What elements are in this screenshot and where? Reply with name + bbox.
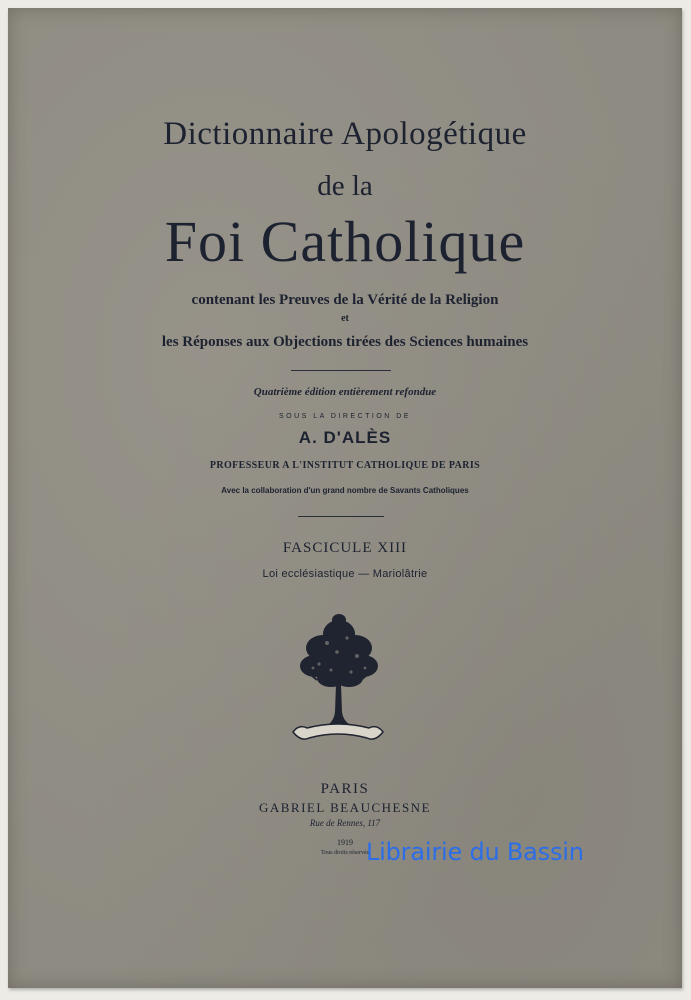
- direction-label: SOUS LA DIRECTION DE: [278, 413, 412, 420]
- main-title: Foi Catholique: [164, 209, 526, 274]
- fascicule-number: FASCICULE XIII: [282, 540, 408, 556]
- author-title: PROFESSEUR A L'INSTITUT CATHOLIQUE DE PARIS: [209, 460, 481, 471]
- tree-emblem-icon: [287, 608, 389, 758]
- subtitle-line-2: les Réponses aux Objections tirées des Sciences humaines: [161, 334, 529, 350]
- subtitle-line-1: contenant les Preuves de la Vérité de la Religion: [191, 292, 499, 308]
- watermark-text: Librairie du Bassin: [366, 838, 584, 866]
- title-line-1: Dictionnaire Apologétique: [163, 116, 527, 152]
- publisher-name: GABRIEL BEAUCHESNE: [258, 800, 432, 815]
- author-name: A. D'ALÈS: [298, 428, 392, 447]
- publisher-address: Rue de Rennes, 117: [309, 818, 381, 828]
- rights-notice: Tous droits réservés: [321, 850, 369, 856]
- title-line-2: de la: [317, 170, 373, 202]
- edition-note: Quatrième édition entièrement refondue: [253, 386, 437, 398]
- publication-year: 1919: [337, 838, 353, 847]
- divider-top: [291, 370, 391, 371]
- collaboration-note: Avec la collaboration d'un grand nombre de Savants Catholiques: [221, 486, 469, 495]
- fascicule-topics: Loi ecclésiastique — Mariolâtrie: [262, 568, 428, 580]
- divider-bottom: [298, 516, 384, 517]
- city: PARIS: [320, 781, 370, 797]
- subtitle-conjunction: et: [341, 313, 349, 324]
